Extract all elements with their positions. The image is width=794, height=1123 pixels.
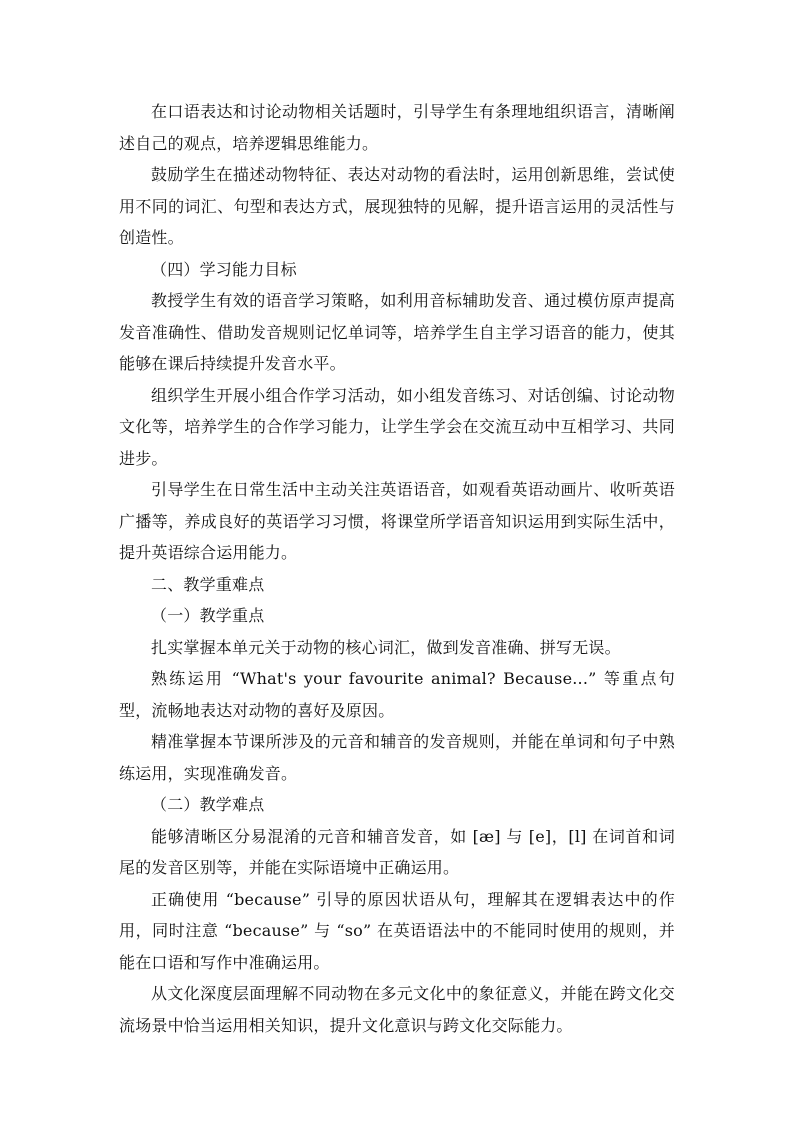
paragraph-group-cooperation: 组织学生开展小组合作学习活动，如小组发音练习、对话创编、讨论动物文化等，培养学生的合作学习能力，让学生学会在交流互动中互相学习、共同进步。 [119,385,675,468]
heading-teaching-difficulties: （二）教学难点 [151,795,265,814]
paragraph-logic-thinking: 在口语表达和讨论动物相关话题时，引导学生有条理地组织语言，清晰阐述自己的观点，培养逻辑思维能力。 [119,102,675,153]
paragraph-core-vocabulary: 扎实掌握本单元关于动物的核心词汇，做到发音准确、拼写无误。 [151,637,621,657]
paragraph-creative-thinking: 鼓励学生在描述动物特征、表达对动物的看法时，运用创新思维，尝试使用不同的词汇、句型和表达方式，展现独特的见解，提升语言运用的灵活性与创造性。 [119,165,675,247]
paragraph-key-sentence-patterns: 熟练运用 “What's your favourite animal? Because...” 等重点句型，流畅地表达对动物的喜好及原因。 [119,669,675,720]
heading-key-difficult-points: 二、教学重难点 [151,574,265,594]
paragraph-cultural-symbolism: 从文化深度层面理解不同动物在多元文化中的象征意义，并能在跨文化交流场景中恰当运用相关知识，提升文化意识与跨文化交际能力。 [119,984,675,1035]
paragraph-phonetic-strategies: 教授学生有效的语音学习策略，如利用音标辅助发音、通过模仿原声提高发音准确性、借助发音规则记忆单词等，培养学生自主学习语音的能力，使其能够在课后持续提升发音水平。 [119,291,675,373]
paragraph-daily-english-habits: 引导学生在日常生活中主动关注英语语音，如观看英语动画片、收听英语广播等，养成良好的英语学习习惯，将课堂所学语音知识运用到实际生活中，提升英语综合运用能力。 [119,480,675,562]
paragraph-pronunciation-rules: 精准掌握本节课所涉及的元音和辅音的发音规则，并能在单词和句子中熟练运用，实现准确发音。 [119,732,675,783]
document-body [119,96,675,1041]
heading-teaching-key-points: （一）教学重点 [151,606,265,625]
heading-learning-ability-goals: （四）学习能力目标 [151,259,297,279]
paragraph-confusable-sounds: 能够清晰区分易混淆的元音和辅音发音，如 [æ] 与 [e]，[l] 在词首和词尾的发音区别等，并能在实际语境中正确运用。 [119,826,675,877]
paragraph-because-clause: 正确使用 “because” 引导的原因状语从句，理解其在逻辑表达中的作用，同时注意 “because” 与 “so” 在英语语法中的不能同时使用的规则，并能在口语和写作中准确运用。 [119,889,675,972]
